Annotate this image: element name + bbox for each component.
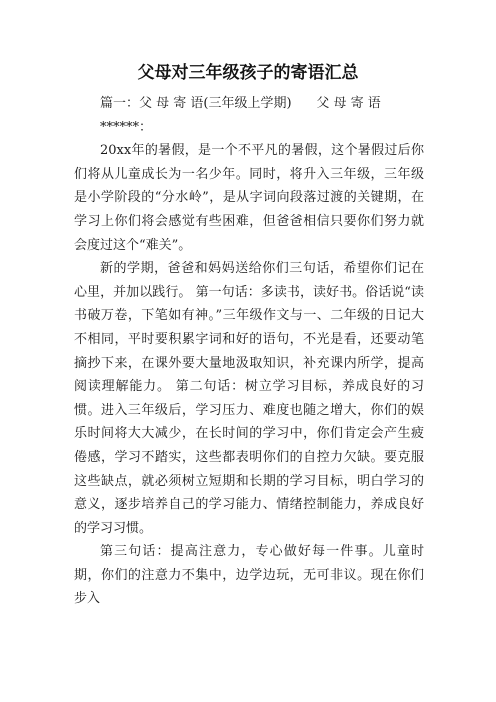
document-body <box>74 92 424 611</box>
document-title: 父母对三年级孩子的寄语汇总 <box>137 63 359 83</box>
document-meta-line: 篇一：父 母 寄 语(三年级上学期) 父 母 寄 语 <box>100 96 381 111</box>
paragraph-3: 第三句话：提高注意力，专心做好每一件事。儿童时期，你们的注意力不集中，边学边玩，无可非议。现在你们步入 <box>74 544 424 607</box>
document-stars-line: ******： <box>100 119 153 135</box>
paragraph-1: 20xx年的暑假，是一个不平凡的暑假，这个暑假过后你们将从儿童成长为一名少年。同时，将升入三年级，三年级是小学阶段的“分水岭”，是从字词向段落过渡的关键期，在学习上你们将会感觉有些困难，但爸爸相信只要你们努力就会度过这个“难关”。 <box>74 143 424 253</box>
paragraph-2: 新的学期，爸爸和妈妈送给你们三句话，希望你们记在心里，并加以践行。 第一句话：多读书，读好书。俗话说“读书破万卷，下笔如有神。”三年级作文与一、二年级的日记大不相同，平时要积累字词和好的语句，不光是看，还要动笔摘抄下来，在课外要大量地汲取知识，补充课内所学，提高阅读理解能力。 第二句话：树立学习目标，养成良好的习惯。进入三年级后，学习压力、难度也随之增大，你们的娱乐时间将大大减少，在长时间的学习中，你们肯定会产生疲倦感，学习不踏实，这些都表明你们的自控力欠缺。要克服这些缺点，就必须树立短期和长期的学习目标，明白学习的意义，逐步培养自己的学习能力、情绪控制能力，养成良好的学习习惯。 <box>74 261 424 536</box>
